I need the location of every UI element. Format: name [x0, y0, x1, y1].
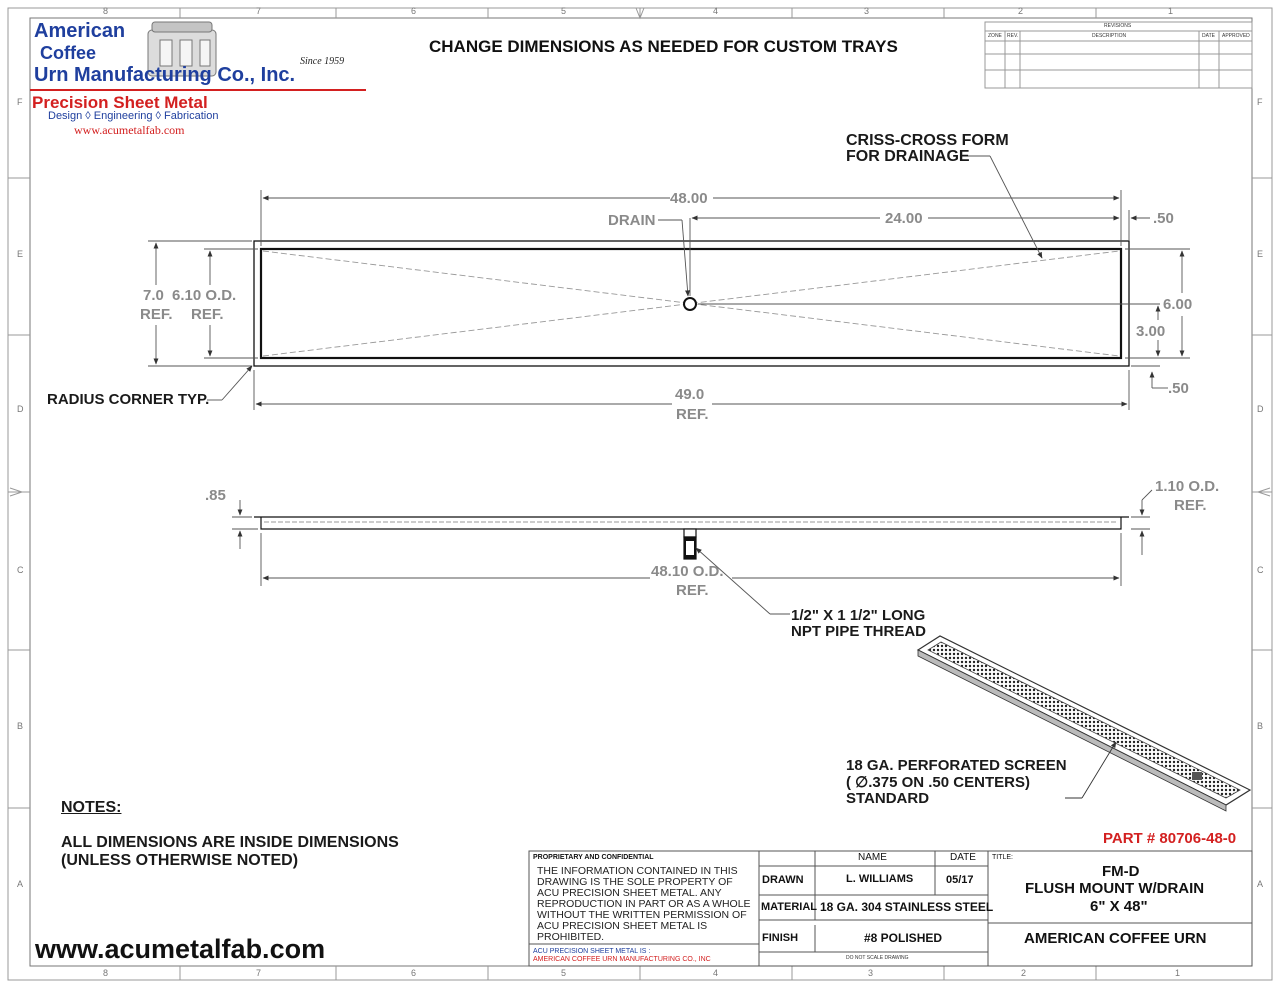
grid-col-5: 5: [561, 6, 567, 16]
notes-line-2: (UNLESS OTHERWISE NOTED): [61, 852, 299, 869]
notes-heading: NOTES:: [61, 799, 122, 816]
grid-col-4: 4: [713, 6, 719, 16]
grid-row-e-right: E: [1257, 249, 1264, 259]
proprietary-text-6: ACU PRECISION SHEET METAL IS: [537, 920, 708, 932]
logo-line-coffee: Coffee: [40, 43, 97, 63]
proprietary-text-4: REPRODUCTION IN PART OR AS A WHOLE: [537, 898, 751, 910]
ref-110: REF.: [1174, 497, 1207, 514]
grid-col-2-bottom: 2: [1021, 968, 1027, 978]
grid-row-a: A: [17, 879, 24, 889]
grid-col-3: 3: [864, 6, 870, 16]
rev-col-zone: ZONE: [988, 33, 1002, 39]
grid-row-a-right: A: [1257, 879, 1264, 889]
material-label: MATERIAL: [761, 901, 818, 913]
material-value: 18 GA. 304 STAINLESS STEEL: [820, 900, 994, 914]
dim-110: 1.10 O.D.: [1155, 478, 1220, 495]
ref-49: REF.: [676, 406, 709, 423]
logo-line-urn: Urn Manufacturing Co., Inc.: [34, 64, 296, 86]
rev-col-date: DATE: [1202, 33, 1215, 39]
footer-url[interactable]: www.acumetalfab.com: [35, 934, 326, 964]
grid-row-b: B: [17, 721, 24, 731]
dim-050-top: .50: [1153, 210, 1174, 227]
grid-col-8: 8: [103, 6, 109, 16]
grid-col-1: 1: [1168, 6, 1174, 16]
grid-row-c: C: [17, 565, 24, 575]
dim-4810: 48.10 O.D.: [651, 563, 724, 580]
title-line-2: FLUSH MOUNT W/DRAIN: [1025, 880, 1205, 897]
grid-row-c-right: C: [1257, 565, 1264, 575]
acu-line-1: ACU PRECISION SHEET METAL IS :: [533, 948, 651, 955]
rev-col-approved: APPROVED: [1222, 33, 1250, 39]
finish-label: FINISH: [762, 932, 799, 944]
part-number: PART # 80706-48-0: [1103, 830, 1237, 847]
do-not-scale: DO NOT SCALE DRAWING: [846, 955, 909, 961]
screen-label-2: ( ∅.375 ON .50 CENTERS): [846, 774, 1030, 791]
title-label: TITLE:: [992, 854, 1014, 861]
side-view-tray: [254, 517, 1129, 559]
logo-tagline: Precision Sheet Metal: [32, 93, 208, 112]
logo-services: Design ◊ Engineering ◊ Fabrication: [48, 110, 219, 122]
radius-corner-label: RADIUS CORNER TYP.: [47, 391, 210, 408]
drain-label: DRAIN: [608, 212, 656, 229]
dim-050-bottom: .50: [1168, 380, 1189, 397]
dim-7-0: 7.0: [143, 287, 164, 304]
acu-line-2: AMERICAN COFFEE URN MANUFACTURING CO., INC: [533, 956, 711, 963]
grid-row-b-right: B: [1257, 721, 1264, 731]
grid-col-7-bottom: 7: [256, 968, 262, 978]
dim-6-00: 6.00: [1163, 296, 1193, 313]
dim-48: 48.00: [670, 190, 708, 207]
dim-6-10: 6.10 O.D.: [172, 287, 237, 304]
grid-col-6: 6: [411, 6, 417, 16]
grid-col-3-bottom: 3: [868, 968, 874, 978]
grid-row-d: D: [17, 404, 24, 414]
grid-col-1-bottom: 1: [1175, 968, 1181, 978]
company-name: AMERICAN COFFEE URN: [1024, 930, 1207, 947]
top-dimension-lines: [148, 156, 1193, 410]
logo-since: Since 1959: [300, 56, 345, 67]
name-header: NAME: [858, 852, 887, 863]
revisions-title: REVISIONS: [1104, 23, 1132, 29]
ref-7-0: REF.: [140, 306, 173, 323]
date-header: DATE: [950, 852, 976, 863]
proprietary-text-1: THE INFORMATION CONTAINED IN THIS: [537, 865, 738, 877]
title-line-3: 6" X 48": [1090, 898, 1148, 915]
logo-url[interactable]: www.acumetalfab.com: [74, 123, 185, 137]
proprietary-text-7: PROHIBITED.: [537, 931, 605, 943]
proprietary-text-5: WITHOUT THE WRITTEN PERMISSION OF: [537, 909, 747, 921]
notes-line-1: ALL DIMENSIONS ARE INSIDE DIMENSIONS: [61, 834, 399, 851]
grid-col-2: 2: [1018, 6, 1024, 16]
ref-4810: REF.: [676, 582, 709, 599]
grid-col-4-bottom: 4: [713, 968, 719, 978]
pipe-label-1: 1/2" X 1 1/2" LONG: [791, 607, 926, 624]
crisscross-label-1: CRISS-CROSS FORM: [846, 132, 1009, 149]
grid-col-7: 7: [256, 6, 262, 16]
drawn-label: DRAWN: [762, 874, 804, 886]
grid-col-5-bottom: 5: [561, 968, 567, 978]
drawn-date: 05/17: [946, 874, 974, 886]
logo-line-american: American: [34, 20, 126, 42]
grid-col-6-bottom: 6: [411, 968, 417, 978]
custom-tray-note: CHANGE DIMENSIONS AS NEEDED FOR CUSTOM TRAYS: [429, 37, 898, 56]
dim-49: 49.0: [675, 386, 705, 403]
pipe-label-2: NPT PIPE THREAD: [791, 623, 927, 640]
grid-row-e: E: [17, 249, 24, 259]
proprietary-text-3: ACU PRECISION SHEET METAL. ANY: [537, 887, 722, 899]
revisions-table: [985, 22, 1252, 88]
rev-col-rev: REV.: [1007, 33, 1019, 39]
grid-col-8-bottom: 8: [103, 968, 109, 978]
grid-row-d-right: D: [1257, 404, 1264, 414]
screen-label-1: 18 GA. PERFORATED SCREEN: [846, 757, 1067, 774]
dim-3-00: 3.00: [1136, 323, 1166, 340]
ref-6-10: REF.: [191, 306, 224, 323]
rev-col-description: DESCRIPTION: [1092, 33, 1127, 39]
finish-value: #8 POLISHED: [864, 931, 943, 945]
dim-24: 24.00: [885, 210, 923, 227]
proprietary-heading: PROPRIETARY AND CONFIDENTIAL: [533, 854, 654, 861]
crisscross-label-2: FOR DRAINAGE: [846, 148, 970, 165]
proprietary-text-2: DRAWING IS THE SOLE PROPERTY OF: [537, 876, 733, 888]
screen-label-3: STANDARD: [846, 790, 930, 807]
title-line-1: FM-D: [1102, 863, 1140, 880]
drain-hole: [684, 298, 696, 310]
drawn-name: L. WILLIAMS: [846, 873, 914, 885]
grid-row-f-right: F: [1257, 97, 1263, 107]
grid-row-f: F: [17, 97, 23, 107]
dim-085: .85: [205, 487, 226, 504]
